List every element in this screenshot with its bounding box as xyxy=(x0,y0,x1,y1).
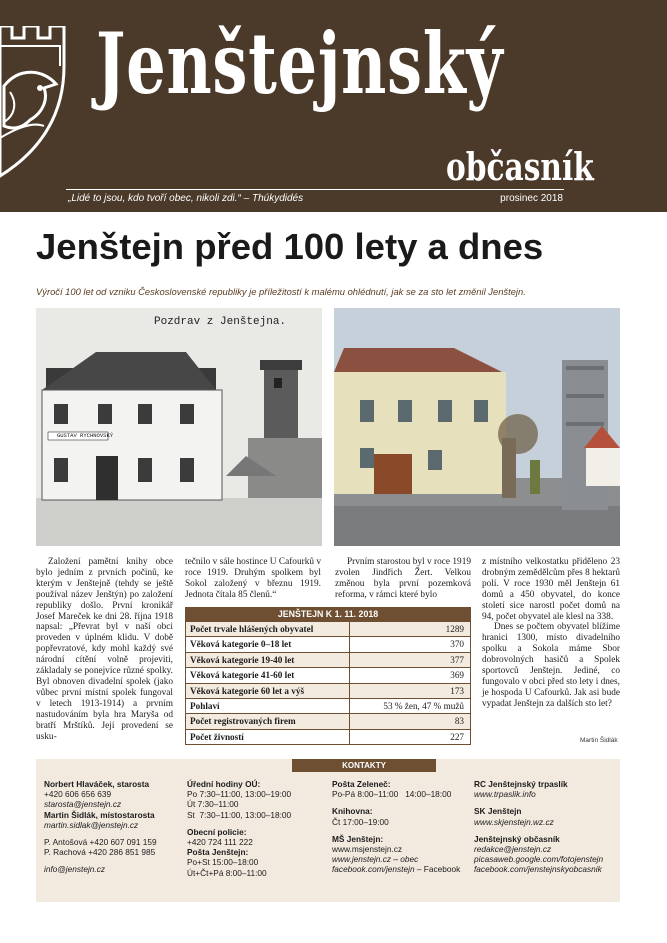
contacts-column-services xyxy=(332,779,460,875)
contact-name: Martin Šidlák, místostarosta xyxy=(44,809,155,820)
post-hours-line: Po-Pá 8:00–11:00 14:00–18:00 xyxy=(332,789,452,800)
kindergarten-title: MŠ Jenštejn: xyxy=(332,833,384,844)
table-cell-value: 173 xyxy=(349,684,470,698)
table-row xyxy=(186,621,470,636)
contacts-column-officials xyxy=(44,779,157,875)
article-column-2: tečnilo v sále hostince U Cafourků v roce 1919. Druhým spolkem byl Sokol založený v březnu 1919. Jednota čítala 85 členů.“ xyxy=(185,557,321,600)
table-row xyxy=(186,683,470,698)
table-cell-value: 370 xyxy=(349,637,470,651)
issue-date: prosinec 2018 xyxy=(500,193,563,204)
contact-phone[interactable]: +420 724 111 222 xyxy=(187,837,253,848)
table-row xyxy=(186,636,470,651)
contact-email-link[interactable]: starosta@jenstejn.cz xyxy=(44,799,122,810)
table-cell-value: 227 xyxy=(349,730,470,744)
post-office-title: Pošta Zeleneč: xyxy=(332,779,391,789)
table-cell-label: Věková kategorie 0–18 let xyxy=(190,639,292,650)
contact-name: Norbert Hlaváček, starosta xyxy=(44,779,150,789)
statistics-table xyxy=(185,607,471,745)
contacts-title: KONTAKTY xyxy=(292,759,436,772)
org-title: Jenštejnský občasník xyxy=(474,833,560,844)
contact-phone[interactable]: P. Antošová +420 607 091 159 xyxy=(44,837,157,848)
article-column-4-paragraph: z místního velkostatku přiděleno 23 drobným zemědělcům přes 8 hektarů polí. V roce 1930 měl Jenštejn 61 domů a 450 obyvatel, do konce století sice narostl počet domů na 94, počet obyvatel ale klesl na 338. xyxy=(482,557,620,622)
post-hours-line: Po+St 15:00–18:00 xyxy=(187,857,259,868)
contacts-column-hours xyxy=(187,779,291,878)
facebook-suffix: – Facebook xyxy=(414,864,461,875)
statistics-table-body xyxy=(186,621,470,744)
office-hours-line: Út 7:30–11:00 xyxy=(187,799,239,810)
article-column-1: Založení pamětní knihy obce bylo jedním z prvních počinů, ke kterým v Jenštejně (tehdy se ještě používal název Jenštýn) po založení republiky došlo. První kronikář Josef Mareček ke dni 28. října 1918 napsal: „Převrat byl v naší obci proveden v úplném klidu. V době popřevratové, kdy mohl každý své národní cítění volně projeviti, základaly se ponejvíce různé spolky. Byl obnoven divadelní spolek (jako vůbec první místní spolek fungoval v letech 1913-1914) a prvním nastudováním byla hra Maryša od bratří Mrštíků. Její provedení se usku- xyxy=(36,557,173,742)
table-cell-label: Počet živností xyxy=(190,731,244,742)
table-cell-label: Věková kategorie 19-40 let xyxy=(190,654,295,665)
library-title: Knihovna: xyxy=(332,806,373,817)
table-cell-value: 369 xyxy=(349,668,470,682)
article-headline: Jenštejn před 100 lety a dnes xyxy=(36,226,544,267)
table-cell-value: 83 xyxy=(349,714,470,728)
contacts-panel xyxy=(36,759,620,902)
table-row xyxy=(186,698,470,713)
masthead-motto: „Lidé to jsou, kdo tvoří obec, nikoli zdi.“ – Thúkydidés xyxy=(68,193,304,204)
table-row xyxy=(186,713,470,728)
table-cell-label: Věková kategorie 60 let a výš xyxy=(190,685,305,696)
org-title: SK Jenštejn xyxy=(474,806,522,817)
article-column-3: Prvním starostou byl v roce 1919 zvolen Jindřich Žert. Velkou změnou byla první pozemková reforma, v rámci které bylo xyxy=(335,557,471,600)
table-row xyxy=(186,652,470,667)
contact-phone[interactable]: +420 606 656 639 xyxy=(44,789,112,800)
table-cell-label: Počet trvale hlášených obyvatel xyxy=(190,624,314,634)
table-cell-label: Věková kategorie 41-60 let xyxy=(190,670,295,681)
postcard-caption: Pozdrav z Jenštejna. xyxy=(154,316,287,328)
table-row xyxy=(186,729,470,744)
coat-of-arms-icon xyxy=(0,26,78,196)
contact-email-link[interactable]: martin.sidlak@jenstejn.cz xyxy=(44,819,139,830)
present-day-photo xyxy=(334,308,620,546)
masthead xyxy=(0,0,667,212)
police-title: Obecní policie: xyxy=(187,826,247,837)
table-row xyxy=(186,667,470,682)
post-hours-line: Út+Čt+Pá 8:00–11:00 xyxy=(187,867,267,878)
org-title: RC Jenštejnský trpaslík xyxy=(474,779,568,789)
shop-sign-text: GUSTAV RYCHNOVSKÝ xyxy=(56,432,114,439)
table-cell-value: 1289 xyxy=(349,622,470,636)
contact-phone[interactable]: P. Rachová +420 286 851 985 xyxy=(44,847,156,858)
org-web-link[interactable]: facebook.com/jenstejnskyobcasnik xyxy=(474,864,602,875)
office-hours-line: Po 7:30–11:00, 13:00–19:00 xyxy=(187,789,292,800)
office-hours-title: Úřední hodiny OÚ: xyxy=(187,779,261,789)
masthead-title: Jenštejnský xyxy=(96,14,504,113)
facebook-link[interactable]: facebook.com/jenstejn xyxy=(332,864,415,875)
masthead-subtitle: občasník xyxy=(446,144,594,189)
office-hours-line: St 7:30–11:00, 13:00–18:00 xyxy=(187,809,292,820)
kindergarten-web-link[interactable]: www.msjenstejn.cz xyxy=(332,844,403,855)
table-cell-value: 377 xyxy=(349,653,470,667)
contact-email-link[interactable]: info@jenstejn.cz xyxy=(44,864,105,875)
article-author: Martin Šidlák xyxy=(580,737,618,744)
article-lead: Výročí 100 let od vzniku Československé republiky je příležitostí k malému ohlédnutí, jak se za sto let změnil Jenštejn. xyxy=(36,286,526,297)
town-web-link[interactable]: www.jenstejn.cz – obec xyxy=(332,854,419,865)
table-cell-label: Počet registrovaných firem xyxy=(190,716,296,727)
library-hours: Čt 17:00–19:00 xyxy=(332,816,389,827)
article-column-4-paragraph: Dnes se počtem obyvatel blížíme hranici 1300, místo divadelního spolku a Sokola máme Sbor dobrovolných hasičů a Spolek sportovců Jenštejn. Jediné, co fungovalo v obci před sto lety i dnes, je hospoda U Cafourků. Jak asi bude vypadat Jenštejn za dalších sto let? xyxy=(482,622,620,709)
contacts-column-organizations xyxy=(474,779,603,875)
facebook-line xyxy=(332,864,460,874)
post-office-title: Pošta Jenštejn: xyxy=(187,847,249,858)
statistics-table-title: JENŠTEJN K 1. 11. 2018 xyxy=(186,608,470,621)
article-column-4 xyxy=(482,557,620,710)
org-web-link[interactable]: www.skjenstejn.wz.cz xyxy=(474,816,554,827)
contact-email-link[interactable]: redakce@jenstejn.cz xyxy=(474,844,552,855)
masthead-divider xyxy=(66,189,564,190)
historic-postcard-photo xyxy=(36,308,322,546)
org-web-link[interactable]: www.trpaslik.info xyxy=(474,789,536,800)
table-cell-label: Pohlaví xyxy=(190,700,220,711)
table-cell-value: 53 % žen, 47 % mužů xyxy=(349,699,470,713)
org-web-link[interactable]: picasaweb.google.com/fotojenstejn xyxy=(474,854,604,865)
